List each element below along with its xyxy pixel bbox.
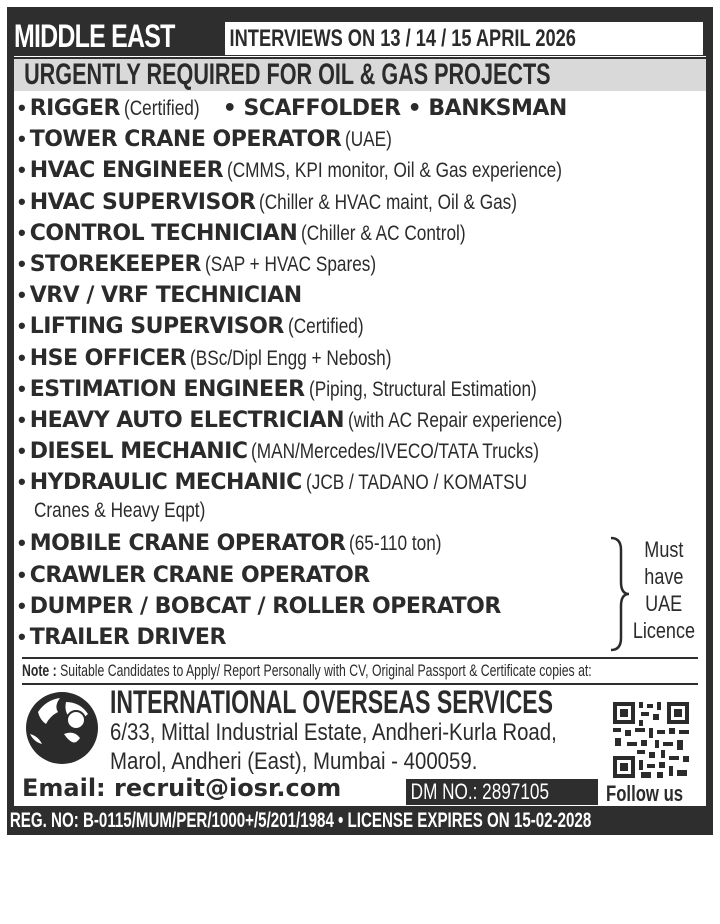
bullet-icon: • xyxy=(18,438,26,464)
company-name-text: INTERNATIONAL OVERSEAS SERVICES xyxy=(110,684,553,720)
job-detail: (with AC Repair experience) xyxy=(348,408,563,432)
job-item xyxy=(18,527,708,558)
job-title: DIESEL MECHANIC xyxy=(29,439,248,465)
note-text: Suitable Candidates to Apply/ Report Personally with CV, Original Passport & Certificate copies at: xyxy=(60,661,592,680)
job-title: RIGGER xyxy=(29,96,120,121)
bullet-icon: • xyxy=(18,406,26,432)
interview-dates-box xyxy=(225,22,703,55)
globe-icon xyxy=(24,690,100,766)
bullet-icon: • xyxy=(18,592,26,618)
licence-line: UAE xyxy=(645,591,683,616)
job-item xyxy=(18,466,708,497)
job-title: CRAWLER CRANE OPERATOR xyxy=(29,562,370,588)
job-detail-continuation-text: Cranes & Heavy Eqpt) xyxy=(34,499,206,523)
registration-text: REG. NO: B-0115/MUM/PER/1000+/5/201/1984 • LICENSE EXPIRES ON 15-02-2028 xyxy=(9,809,592,832)
job-item xyxy=(18,435,708,466)
job-title: ESTIMATION ENGINEER xyxy=(29,376,305,402)
bullet-icon: • xyxy=(18,624,26,649)
dm-number: DM NO.: 2897105 xyxy=(410,779,549,804)
job-item xyxy=(18,248,708,279)
job-detail: (UAE) xyxy=(345,128,393,152)
job-item xyxy=(18,154,708,185)
registration-footer xyxy=(7,807,713,835)
job-title: MOBILE CRANE OPERATOR xyxy=(29,531,346,557)
contact-email[interactable]: Email: recruit@iosr.com xyxy=(22,774,342,802)
bullet-icon: • xyxy=(18,188,26,214)
job-title: HVAC SUPERVISOR xyxy=(29,189,256,215)
job-title: HYDRAULIC MECHANIC xyxy=(29,470,302,496)
job-title: HEAVY AUTO ELECTRICIAN xyxy=(29,407,344,433)
qr-code-icon[interactable] xyxy=(611,700,691,780)
job-item xyxy=(18,186,708,217)
job-detail: (SAP + HVAC Spares) xyxy=(204,252,377,276)
follow-us-label xyxy=(606,781,707,807)
job-title: HVAC ENGINEER xyxy=(29,158,224,184)
divider xyxy=(22,657,698,659)
job-title: STOREKEEPER xyxy=(29,251,201,277)
job-detail: (JCB / TADANO / KOMATSU xyxy=(305,471,527,495)
address-line: Marol, Andheri (East), Mumbai - 400059. xyxy=(110,748,478,775)
note-label: Note : xyxy=(22,661,57,680)
job-detail: (Piping, Structural Estimation) xyxy=(308,377,537,401)
bullet-icon: • xyxy=(18,530,26,556)
region-heading: MIDDLE EAST xyxy=(14,18,175,54)
company-address xyxy=(110,718,636,776)
job-detail: (Chiller & AC Control) xyxy=(301,221,466,245)
job-item xyxy=(18,559,708,590)
bullet-icon: • xyxy=(18,469,26,495)
job-item xyxy=(18,373,708,404)
job-item xyxy=(18,310,708,341)
bullet-icon: • xyxy=(18,126,26,152)
job-title: TRAILER DRIVER xyxy=(29,625,226,650)
job-list xyxy=(18,92,708,652)
bullet-icon: • xyxy=(18,344,26,370)
job-detail: (65-110 ton) xyxy=(349,532,442,556)
job-item xyxy=(18,404,708,435)
urgent-banner-text: URGENTLY REQUIRED FOR OIL & GAS PROJECTS xyxy=(24,58,551,91)
job-title: DUMPER / BOBCAT / ROLLER OPERATOR xyxy=(29,593,501,619)
job-title: TOWER CRANE OPERATOR xyxy=(29,127,342,153)
job-item xyxy=(18,123,708,154)
job-detail-continuation xyxy=(18,497,708,527)
job-detail: (Chiller & HVAC maint, Oil & Gas) xyxy=(259,190,518,214)
urgent-banner xyxy=(14,57,706,91)
follow-us-text: Follow us xyxy=(606,781,684,806)
job-item xyxy=(18,342,708,373)
licence-requirement xyxy=(624,536,704,644)
bullet-icon: • xyxy=(18,250,26,276)
job-detail: (CMMS, KPI monitor, Oil & Gas experience) xyxy=(227,159,563,183)
dm-number-badge xyxy=(406,779,598,805)
job-detail: (BSc/Dipl Engg + Nebosh) xyxy=(190,346,392,370)
job-title-extra: • SCAFFOLDER • BANKSMAN xyxy=(222,96,567,121)
licence-line: Must xyxy=(644,537,684,562)
job-item xyxy=(18,279,708,310)
bullet-icon: • xyxy=(18,313,26,339)
licence-line: Licence xyxy=(632,618,696,643)
interview-dates: INTERVIEWS ON 13 / 14 / 15 APRIL 2026 xyxy=(229,25,576,52)
job-detail: (Certified) xyxy=(287,315,364,339)
job-title: HSE OFFICER xyxy=(29,345,187,371)
bullet-icon: • xyxy=(18,95,26,120)
bullet-icon: • xyxy=(18,282,26,308)
job-item-rigger xyxy=(18,92,708,123)
application-note xyxy=(22,660,702,682)
job-detail: (Certified) xyxy=(123,97,200,120)
job-title: CONTROL TECHNICIAN xyxy=(29,220,298,246)
job-item xyxy=(18,621,708,652)
bullet-icon: • xyxy=(18,219,26,245)
job-title: VRV / VRF TECHNICIAN xyxy=(29,283,302,309)
job-detail: (MAN/Mercedes/IVECO/TATA Trucks) xyxy=(251,440,540,464)
job-item xyxy=(18,217,708,248)
job-item xyxy=(18,590,708,621)
bullet-icon: • xyxy=(18,375,26,401)
address-line: 6/33, Mittal Industrial Estate, Andheri-Kurla Road, xyxy=(110,719,557,746)
bullet-icon: • xyxy=(18,561,26,587)
job-title: LIFTING SUPERVISOR xyxy=(29,314,284,340)
bullet-icon: • xyxy=(18,157,26,183)
licence-line: have xyxy=(644,564,684,589)
